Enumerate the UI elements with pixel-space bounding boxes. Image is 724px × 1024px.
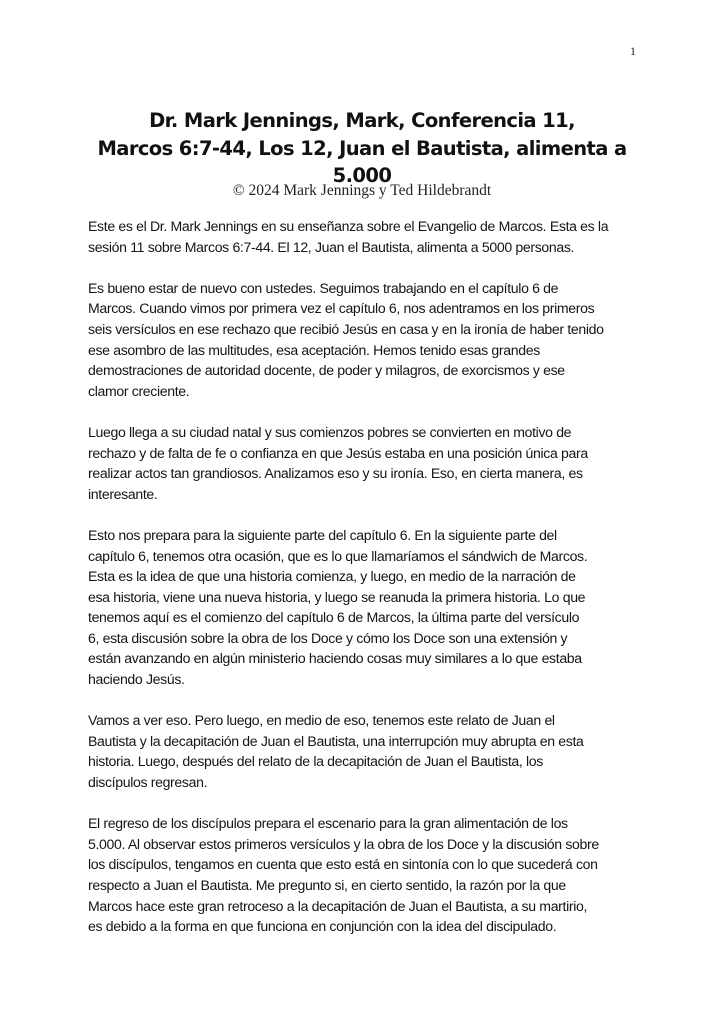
page-number: 1	[630, 44, 636, 58]
text-line: demostraciones de autoridad docente, de poder y milagros, de exorcismos y ese	[88, 362, 565, 379]
text-line: Marcos. Cuando vimos por primera vez el capítulo 6, nos adentramos en los primeros	[88, 300, 595, 317]
text-line: tenemos aquí es el comienzo del capítulo 6 de Marcos, la última parte del versículo	[88, 609, 580, 626]
text-line: Esta es la idea de que una historia comienza, y luego, en medio de la narración de	[88, 568, 576, 585]
text-line: rechazo y de falta de fe o confianza en que Jesús estaba en una posición única para	[88, 444, 588, 461]
text-line: Bautista y la decapitación de Juan el Bautista, una interrupción muy abrupta en esta	[88, 732, 584, 749]
text-line: clamor creciente.	[88, 382, 190, 399]
text-line: historia. Luego, después del relato de la decapitación de Juan el Bautista, los	[88, 753, 543, 770]
text-line: respecto a Juan el Bautista. Me pregunto si, en cierto sentido, la razón por la que	[88, 877, 566, 893]
text-line: Vamos a ver eso. Pero luego, en medio de eso, tenemos este relato de Juan el	[88, 712, 555, 729]
text-line: Es bueno estar de nuevo con ustedes. Seguimos trabajando en el capítulo 6 de	[88, 279, 559, 296]
text-line: discípulos regresan.	[88, 774, 208, 791]
title-line: Marcos 6:7-44, Los 12, Juan el Bautista, alimenta a	[97, 136, 627, 160]
text-line: realizar actos tan grandiosos. Analizamos eso y su ironía. Eso, en cierta manera, es	[88, 465, 583, 482]
text-line: Esto nos prepara para la siguiente parte del capítulo 6. En la siguiente parte del	[88, 526, 557, 543]
paragraph-6	[88, 813, 688, 937]
title-line: Dr. Mark Jennings, Mark, Conferencia 11,	[149, 109, 575, 132]
paragraph-2	[88, 278, 688, 402]
paragraph-3	[88, 422, 688, 504]
text-line: El regreso de los discípulos prepara el escenario para la gran alimentación de los	[88, 815, 568, 832]
text-line: sesión 11 sobre Marcos 6:7-44. El 12, Juan el Bautista, alimenta a 5000 personas.	[88, 238, 575, 255]
document-title	[60, 107, 664, 190]
text-line: Luego llega a su ciudad natal y sus comienzos pobres se convierten en motivo de	[88, 423, 572, 440]
text-line: Este es el Dr. Mark Jennings en su enseñanza sobre el Evangelio de Marcos. Esta es la	[88, 218, 609, 234]
text-line: ese asombro de las multitudes, esa aceptación. Hemos tenido esas grandes	[88, 341, 540, 358]
text-line: es debido a la forma en que funciona en conjunción con la idea del discipulado.	[88, 918, 557, 935]
text-line: los discípulos, tengamos en cuenta que esto está en sintonía con lo que sucederá con	[88, 856, 598, 873]
paragraph-4	[88, 525, 688, 690]
text-line: haciendo Jesús.	[88, 671, 185, 688]
text-line: están avanzando en algún ministerio haciendo cosas muy similares a lo que estaba	[88, 650, 582, 667]
text-line: esa historia, viene una nueva historia, y luego se reanuda la primera historia. Lo que	[88, 588, 586, 605]
text-line: Marcos hace este gran retroceso a la decapitación de Juan el Bautista, a su martirio,	[88, 897, 588, 914]
copyright-line: © 2024 Mark Jennings y Ted Hildebrandt	[232, 182, 492, 199]
text-line: interesante.	[88, 485, 158, 502]
paragraph-5	[88, 710, 688, 792]
text-line: seis versículos en ese rechazo que recibió Jesús en casa y en la ironía de haber tenido	[88, 320, 604, 337]
text-line: capítulo 6, tenemos otra ocasión, que es lo que llamaríamos el sándwich de Marcos.	[88, 547, 588, 564]
paragraph-intro	[88, 216, 688, 257]
text-line: 5.000. Al observar estos primeros versículos y la obra de los Doce y la discusión sobre	[88, 835, 599, 852]
text-line: 6, esta discusión sobre la obra de los Doce y cómo los Doce son una extensión y	[88, 629, 568, 646]
document-body	[88, 216, 688, 957]
title-line: 5.000	[332, 164, 392, 187]
